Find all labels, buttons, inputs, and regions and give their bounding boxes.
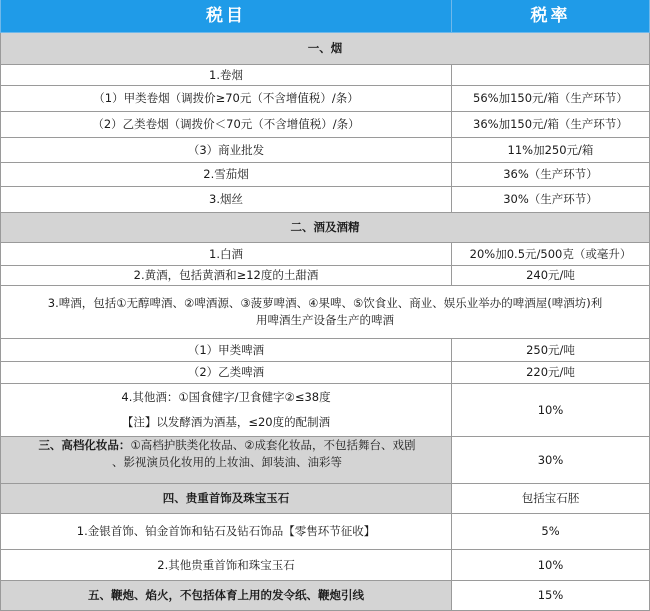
tax-item: 1.卷烟 [0, 65, 452, 86]
table-row [0, 362, 650, 384]
tax-item: （1）甲类啤酒 [0, 339, 452, 362]
table-row [0, 187, 650, 213]
table-row [0, 339, 650, 362]
tax-rate: 20%加0.5元/500克（或毫升） [452, 243, 650, 266]
tax-rate: 36%（生产环节） [452, 163, 650, 187]
section-cosmetics [0, 437, 650, 484]
tax-rate: 10% [452, 550, 650, 581]
tax-item-note: 【注】以发酵酒为酒基，≤20度的配制酒 [121, 415, 331, 429]
tax-item: 3.烟丝 [0, 187, 452, 213]
tax-rate: 15% [452, 581, 650, 611]
table-row [0, 514, 650, 550]
section-alcohol [0, 213, 650, 243]
table-row [0, 163, 650, 187]
tax-item-line: 4.其他酒：①国食健字/卫食健字②≤38度 [121, 390, 331, 404]
tax-rate: 10% [452, 384, 650, 437]
table-row [0, 266, 650, 286]
tax-rate: 36%加150元/箱（生产环节） [452, 112, 650, 138]
tax-item: （3）商业批发 [0, 138, 452, 163]
section-title: 二、酒及酒精 [0, 213, 650, 243]
tax-item-text: ①高档护肤类化妆品、②成套化妆品，不包括舞台、戏剧 [130, 438, 416, 452]
table-header [0, 0, 650, 33]
tax-rate: 250元/吨 [452, 339, 650, 362]
tax-rate: 56%加150元/箱（生产环节） [452, 86, 650, 112]
tax-rate: 30%（生产环节） [452, 187, 650, 213]
tax-item-cosmetics [0, 437, 452, 484]
tax-item: 2.其他贵重首饰和珠宝玉石 [0, 550, 452, 581]
tax-rate: 240元/吨 [452, 266, 650, 286]
section-fireworks [0, 581, 650, 611]
tax-item: （2）乙类卷烟（调拨价＜70元（不含增值税）/条） [0, 112, 452, 138]
table-row [0, 286, 650, 339]
tax-item-line: 3.啤酒，包括①无醇啤酒、②啤酒源、③菠萝啤酒、④果啤、⑤饮食业、商业、娱乐业举办的啤酒屋(啤酒坊)利 [47, 296, 603, 310]
section-jewelry [0, 484, 650, 514]
tax-rate: 5% [452, 514, 650, 550]
tax-item-line [38, 437, 415, 454]
tax-item-other-alcohol [0, 384, 452, 437]
tax-rate: 11%加250元/箱 [452, 138, 650, 163]
tax-rate: 220元/吨 [452, 362, 650, 384]
table-row [0, 550, 650, 581]
table-row [0, 112, 650, 138]
table-row [0, 86, 650, 112]
tax-item: （2）乙类啤酒 [0, 362, 452, 384]
tax-item: 2.黄酒，包括黄酒和≥12度的土甜酒 [0, 266, 452, 286]
header-tax-rate: 税率 [452, 0, 650, 33]
tax-rate: 包括宝石胚 [452, 484, 650, 514]
tax-item: 1.白酒 [0, 243, 452, 266]
table-row [0, 384, 650, 437]
section-title: 三、高档化妆品： [38, 438, 131, 452]
tax-item-line: 、影视演员化妆用的上妆油、卸装油、油彩等 [112, 455, 342, 469]
table-row [0, 243, 650, 266]
table-row [0, 138, 650, 163]
section-title: 一、烟 [0, 33, 650, 65]
tax-item-line: 用啤酒生产设备生产的啤酒 [256, 313, 394, 327]
tax-rate: 30% [452, 437, 650, 484]
tax-rate [452, 65, 650, 86]
tax-item: （1）甲类卷烟（调拨价≥70元（不含增值税）/条） [0, 86, 452, 112]
tax-item: 2.雪茄烟 [0, 163, 452, 187]
header-tax-item: 税目 [0, 0, 452, 33]
section-title: 五、鞭炮、焰火，不包括体育上用的发令纸、鞭炮引线 [0, 581, 452, 611]
tax-item-beer [0, 286, 650, 339]
tax-item: 1.金银首饰、铂金首饰和钻石及钻石饰品【零售环节征收】 [0, 514, 452, 550]
section-tobacco [0, 33, 650, 65]
section-title: 四、贵重首饰及珠宝玉石 [0, 484, 452, 514]
table-row [0, 65, 650, 86]
